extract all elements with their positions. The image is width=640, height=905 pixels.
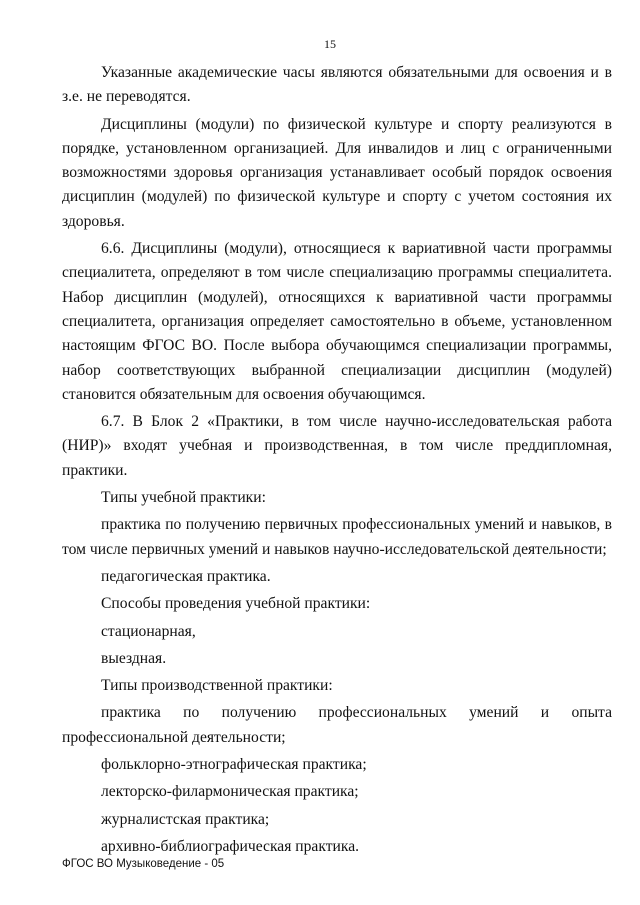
paragraph-folklore-practice: фольклорно-этнографическая практика;: [101, 756, 367, 774]
paragraph-production-practice-types: Типы производственной практики:: [101, 677, 333, 695]
paragraph-field: выездная.: [101, 649, 167, 667]
paragraph-professional-skills-practice: практика по получению профессиональных умений и опыта профессиональной деятельности;: [62, 704, 612, 746]
paragraph-lecture-philharmonic-practice: лекторско-филармоническая практика;: [101, 783, 359, 801]
paragraph-6-6: 6.6. Дисциплины (модули), относящиеся к вариативной части программы специалитета, определяют в том числе специализацию программы специалитета. Набор дисциплин (модулей), относящихся к вариативной части программы специалитета, организация определяет самостоятельно в объеме, установленном настоящим ФГОС ВО. После выбора обучающимся специализации программы, набор соответствующих выбранной специализации дисциплин (модулей) становится обязательным для освоения обучающимся.: [62, 240, 612, 403]
paragraph-journalism-practice: журналистская практика;: [101, 810, 270, 828]
document-footer: ФГОС ВО Музыковедение - 05: [62, 858, 225, 870]
paragraph-physical-culture: Дисциплины (модули) по физической культуре и спорту реализуются в порядке, установленном организацией. Для инвалидов и лиц с ограниченными возможностями здоровья организация устанавливает особый порядок освоения дисциплин (модулей) по физической культуре и спорту с учетом состояния их здоровья.: [62, 115, 612, 230]
paragraph-stationary: стационарная,: [101, 622, 196, 640]
paragraph-study-practice-methods: Способы проведения учебной практики:: [101, 595, 371, 613]
paragraph-pedagogical-practice: педагогическая практика.: [101, 567, 271, 585]
document-body: [62, 61, 612, 862]
paragraph-6-7: 6.7. В Блок 2 «Практики, в том числе научно-исследовательская работа (НИР)» входят учебная и производственная, в том числе преддипломная, практики.: [62, 413, 612, 479]
paragraph-primary-skills-practice: практика по получению первичных профессиональных умений и навыков, в том числе первичных умений и навыков научно-исследовательской деятельности;: [62, 516, 612, 558]
paragraph-academic-hours: Указанные академические часы являются обязательными для освоения и в з.е. не переводятся.: [62, 64, 612, 106]
page-number: 15: [324, 37, 336, 51]
paragraph-study-practice-types: Типы учебной практики:: [101, 489, 266, 507]
paragraph-archive-practice: архивно-библиографическая практика.: [101, 837, 360, 855]
